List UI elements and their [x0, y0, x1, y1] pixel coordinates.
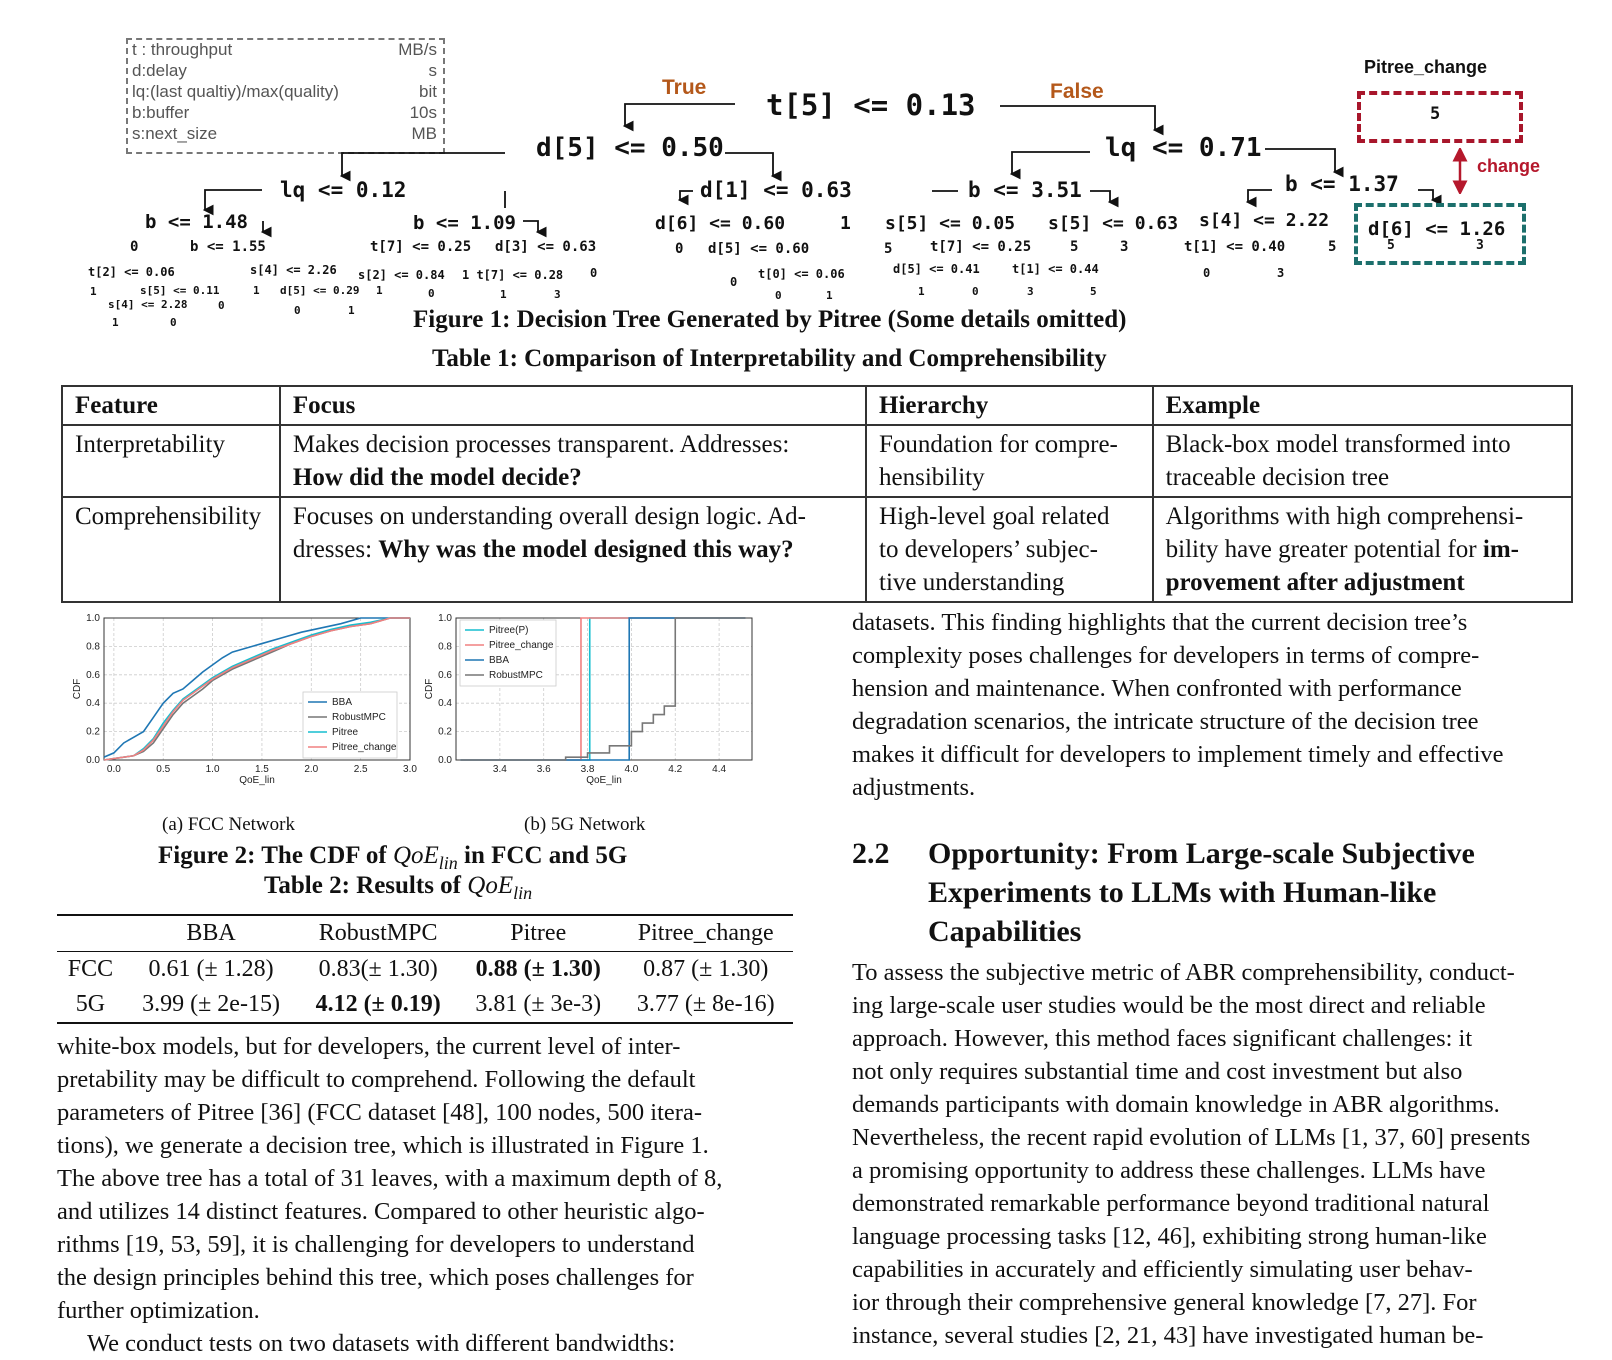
tree-node: d[5] <= 0.29: [280, 284, 360, 297]
cell-bold-text: im-: [1482, 536, 1519, 563]
root-node: t[5] <= 0.13: [766, 88, 976, 122]
tree-leaf: 0: [775, 289, 782, 302]
pitree-change-label: Pitree_change: [1364, 57, 1488, 77]
tree-node: d[5] <= 0.50: [536, 133, 724, 163]
focus-cell: [280, 425, 866, 497]
legend-unit: MB/s: [398, 40, 437, 59]
caption-math: QoE: [467, 872, 514, 899]
legend-label: Pitree: [332, 727, 359, 738]
y-tick-label: 0.2: [86, 726, 100, 738]
tree-node: b <= 1.37: [1285, 172, 1399, 196]
text-line: The above tree has a total of 31 leaves, with a maximum depth of 8,: [57, 1165, 723, 1192]
tree-leaf: 1: [840, 213, 851, 234]
text-line: ior through their comprehensive general knowledge [7, 27]. For: [852, 1289, 1477, 1316]
cell-bold-text: provement after adjustment: [1165, 569, 1465, 596]
text-line: and utilizes 14 distinct features. Compared to other heuristic algo-: [57, 1198, 705, 1225]
caption-text: Figure 2: The CDF of: [158, 842, 393, 869]
tree-leaf: 1: [253, 284, 260, 297]
section-title-line: Opportunity: From Large-scale Subjective: [928, 837, 1475, 870]
cell-text-line: [1166, 533, 1559, 566]
tree-leaf: 0: [294, 304, 301, 317]
tree-leaf: 1: [918, 285, 925, 298]
table-row: [57, 952, 793, 988]
table-cell: 0.61 (± 1.28): [148, 956, 274, 982]
tree-leaf: 0: [428, 287, 435, 300]
legend-key: s:next_size: [132, 124, 218, 143]
tree-node: d[5] <= 0.41: [893, 262, 980, 276]
text-line: complexity poses challenges for developers in terms of compre-: [852, 642, 1480, 669]
y-axis-label: CDF: [72, 678, 83, 700]
caption-math: QoE: [392, 842, 439, 869]
y-tick-label: 1.0: [438, 613, 452, 624]
x-tick-label: 4.2: [668, 764, 683, 775]
figure-1: [0, 0, 1612, 333]
cdf-chart-fcc: [68, 612, 418, 802]
cell-text: Black-box model transformed into: [1165, 431, 1511, 458]
text-line: demonstrated remarkable performance beyond traditional natural: [852, 1190, 1490, 1217]
x-axis-label: QoE_lin: [586, 775, 622, 786]
figure-1-caption: Figure 1: Decision Tree Generated by Pitree (Some details omitted): [413, 306, 1127, 333]
table-row: [62, 497, 1572, 602]
cell-text-line: [293, 533, 853, 566]
cell-text: to developers’ subjec-: [879, 536, 1098, 563]
table-cell: 3.99 (± 2e-15): [124, 987, 298, 1023]
tree-leaf: 5: [1090, 285, 1097, 298]
subfigure-a-caption: (a) FCC Network: [162, 814, 295, 835]
legend-label: BBA: [332, 697, 353, 708]
table-header-row: [57, 915, 793, 952]
feature-cell: Interpretability: [62, 425, 280, 497]
x-tick-label: 2.5: [353, 764, 368, 775]
tree-leaf: 1: [376, 284, 383, 297]
y-tick-label: 0.6: [86, 669, 100, 681]
y-tick-label: 0.8: [438, 641, 452, 653]
legend-label: RobustMPC: [489, 670, 543, 681]
true-branch-label: True: [662, 76, 707, 99]
y-tick-label: 0.0: [86, 755, 100, 766]
false-branch-label: False: [1050, 80, 1104, 103]
focus-cell: [280, 497, 866, 602]
tree-leaf: 0: [590, 266, 598, 280]
text-line: instance, several studies [2, 21, 43] have investigated human be-: [852, 1322, 1484, 1349]
tree-node: b <= 1.48: [145, 211, 248, 233]
text-line: further optimization.: [57, 1297, 260, 1324]
table-cell-best: 4.12 (± 0.19): [298, 987, 458, 1023]
legend-key: b:buffer: [132, 103, 190, 122]
tree-leaf: 0: [170, 316, 177, 329]
text-line: adjustments.: [852, 774, 976, 801]
caption-text: Table 2: Results of: [264, 872, 468, 899]
legend-key: t : throughput: [132, 40, 233, 59]
cell-text: Focuses on understanding overall design logic. Ad-: [292, 503, 807, 530]
tree-node: s[5] <= 0.11: [140, 284, 220, 297]
text-line: language processing tasks [12, 46], exhibiting strong human-like: [852, 1223, 1487, 1250]
tree-leaf: 0: [218, 299, 225, 312]
section-title-line: Capabilities: [928, 915, 1082, 948]
changed-leaf: 5: [1430, 104, 1441, 124]
column-header: BBA: [124, 915, 298, 952]
tree-node: s[4] <= 2.28: [108, 298, 188, 311]
table-2-caption: [264, 872, 532, 904]
tree-leaf: 3: [554, 288, 561, 301]
tree-node: b <= 1.09: [413, 212, 516, 234]
hierarchy-cell: [866, 497, 1153, 602]
tree-node: d[6] <= 1.26: [1368, 218, 1506, 240]
change-arrow: [1450, 148, 1470, 194]
subfigure-b-caption: (b) 5G Network: [524, 814, 646, 835]
tree-leaf: 1: [500, 288, 507, 301]
y-tick-label: 0.4: [86, 698, 100, 710]
cell-bold-text: How did the model decide?: [292, 464, 582, 491]
tree-node: d[5] <= 0.60: [708, 241, 810, 257]
tree-node: s[4] <= 2.26: [250, 263, 337, 277]
tree-leaf: 0: [130, 239, 139, 255]
cell-text: hensibility: [879, 464, 985, 491]
column-header: Focus: [280, 386, 866, 425]
x-tick-label: 3.8: [580, 764, 595, 775]
tree-leaf: 1: [112, 316, 119, 329]
table-row: [57, 987, 793, 1023]
table-cell: 3.81 (± 3e-3): [458, 987, 618, 1023]
example-cell: [1153, 497, 1572, 602]
text-line: approach. However, this method faces significant challenges: it: [852, 1025, 1473, 1052]
tree-leaf: 5: [1070, 239, 1079, 255]
tree-leaf: 0: [1203, 266, 1211, 280]
tree-node: b <= 3.51: [968, 178, 1082, 202]
legend-unit: bit: [419, 82, 437, 101]
text-line: ing large-scale user studies would be the most direct and reliable: [852, 992, 1486, 1019]
tree-node: lq <= 0.71: [1105, 133, 1262, 163]
text-line: tions), we generate a decision tree, which is illustrated in Figure 1.: [57, 1132, 709, 1159]
tree-leaf: 3: [1476, 238, 1484, 253]
tree-leaf: 0: [730, 275, 738, 289]
y-axis-label: CDF: [424, 678, 435, 700]
legend-label: Pitree_change: [489, 640, 554, 651]
tree-node: t[7] <= 0.25: [370, 239, 472, 255]
chart-legend: [460, 620, 556, 686]
x-tick-label: 1.5: [254, 764, 269, 775]
legend-unit: 10s: [409, 103, 437, 122]
text-line: datasets. This finding highlights that the current decision tree’s: [852, 609, 1468, 636]
tree-node: d[1] <= 0.63: [700, 178, 852, 202]
x-tick-label: 0.0: [106, 764, 121, 775]
table-cell: 0.87 (± 1.30): [643, 956, 769, 982]
y-tick-label: 0.8: [86, 641, 100, 653]
text-line: pretability may be difficult to comprehend. Following the default: [57, 1066, 696, 1093]
tree-node: t[2] <= 0.06: [88, 265, 175, 279]
example-cell: [1153, 425, 1572, 497]
tree-leaf: 5: [884, 241, 893, 257]
text-line: hension and maintenance. When confronted with performance: [852, 675, 1462, 702]
tree-leaf: 0: [972, 285, 979, 298]
chart-legend: [303, 692, 397, 758]
cell-text: High-level goal related: [879, 503, 1110, 530]
cell-text: Algorithms with high comprehensi-: [1165, 503, 1524, 530]
text-line: degradation scenarios, the intricate structure of the decision tree: [852, 708, 1479, 735]
text-line: demands participants with domain knowledge in ABR algorithms.: [852, 1091, 1500, 1118]
y-tick-label: 1.0: [86, 613, 100, 624]
tree-node: t[0] <= 0.06: [758, 267, 845, 281]
text-line: white-box models, but for developers, the current level of inter-: [57, 1033, 681, 1060]
x-tick-label: 2.0: [304, 764, 319, 775]
feature-cell: Comprehensibility: [62, 497, 280, 602]
section-number: 2.2: [852, 837, 890, 870]
caption-math-sub: lin: [513, 883, 533, 903]
section-title-line: Experiments to LLMs with Human-like: [928, 876, 1437, 909]
change-label: change: [1477, 156, 1541, 176]
caption-math-sub: lin: [438, 853, 458, 873]
text-line: We conduct tests on two datasets with different bandwidths:: [87, 1330, 676, 1357]
x-tick-label: 1.0: [205, 764, 220, 775]
text-line: parameters of Pitree [36] (FCC dataset [48], 100 nodes, 500 itera-: [57, 1099, 702, 1126]
text-line: Nevertheless, the recent rapid evolution of LLMs [1, 37, 60] presents: [852, 1124, 1531, 1151]
x-tick-label: 3.4: [492, 764, 507, 775]
right-column-text-bottom: [852, 956, 1574, 1352]
cell-bold-text: Why was the model designed this way?: [378, 536, 794, 563]
tree-leaf: 3: [1277, 266, 1285, 280]
legend-label: BBA: [489, 655, 510, 666]
tree-leaf: 1: [348, 304, 355, 317]
cell-text: traceable decision tree: [1165, 464, 1390, 491]
table-cell: 0.83(± 1.30): [318, 956, 438, 982]
hierarchy-cell: [866, 425, 1153, 497]
tree-node: lq <= 0.12: [280, 178, 407, 202]
legend-label: RobustMPC: [332, 712, 386, 723]
table-2: [57, 914, 793, 1024]
x-tick-label: 4.4: [712, 764, 727, 775]
cell-text: tive understanding: [879, 569, 1065, 596]
column-header: Pitree_change: [618, 915, 793, 952]
y-tick-label: 0.4: [438, 698, 452, 710]
x-tick-label: 3.0: [403, 764, 417, 775]
x-tick-label: 0.5: [156, 764, 171, 775]
table-1-caption: Table 1: Comparison of Interpretability and Comprehensibility: [432, 345, 1107, 372]
table-1: [61, 385, 1573, 603]
text-line: makes it difficult for developers to implement timely and effective: [852, 741, 1504, 768]
tree-node: t[1] <= 0.44: [1012, 262, 1099, 276]
tree-node: s[5] <= 0.05: [885, 213, 1016, 234]
left-column-text: [57, 1030, 787, 1360]
tree-node: s[2] <= 0.84: [358, 268, 445, 282]
column-header: RobustMPC: [298, 915, 458, 952]
legend-unit: MB: [411, 124, 437, 143]
caption-text: in FCC and 5G: [457, 842, 628, 869]
tree-leaf: 3: [1027, 285, 1034, 298]
text-line: rithms [19, 53, 59], it is challenging for developers to understand: [57, 1231, 695, 1258]
figure-2-caption: [158, 842, 627, 874]
tree-leaf: 0: [675, 241, 684, 257]
text-line: not only requires substantial time and cost investment but also: [852, 1058, 1463, 1085]
tree-node: d[3] <= 0.63: [495, 239, 597, 255]
text-line: To assess the subjective metric of ABR comprehensibility, conduct-: [852, 959, 1515, 986]
table-row: [62, 425, 1572, 497]
row-label: 5G: [57, 987, 124, 1023]
tree-node: t[1] <= 0.40: [1184, 239, 1286, 255]
right-column-text-top: [852, 606, 1574, 804]
table-header-row: [62, 386, 1572, 425]
y-tick-label: 0.0: [438, 755, 452, 766]
text-line: the design principles behind this tree, which poses challenges for: [57, 1264, 694, 1291]
x-axis-label: QoE_lin: [239, 775, 275, 786]
tree-leaf: 5: [1328, 239, 1337, 255]
cell-text: dresses:: [292, 536, 379, 563]
column-header: Example: [1153, 386, 1572, 425]
tree-leaf: 1: [826, 289, 833, 302]
text-line: capabilities in accurately and efficiently simulating user behav-: [852, 1256, 1473, 1283]
cell-text: Makes decision processes transparent. Addresses:: [292, 431, 790, 458]
cell-text: bility have greater potential for: [1165, 536, 1483, 563]
table-cell: 3.77 (± 8e-16): [618, 987, 793, 1023]
cdf-chart-5g: [420, 612, 760, 802]
tree-node: d[6] <= 0.60: [655, 213, 786, 234]
section-title: [928, 834, 1475, 951]
legend-label: Pitree(P): [489, 625, 529, 636]
cell-text: Foundation for compre-: [879, 431, 1118, 458]
tree-leaf: 3: [1120, 239, 1129, 255]
text-line: a promising opportunity to address these challenges. LLMs have: [852, 1157, 1486, 1184]
table-cell-best: 0.88 (± 1.30): [475, 956, 601, 982]
tree-leaf: 1: [90, 285, 97, 298]
column-header: Hierarchy: [866, 386, 1153, 425]
tree-node: s[5] <= 0.63: [1048, 213, 1179, 234]
tree-leaf: 5: [1387, 238, 1395, 253]
legend-label: Pitree_change: [332, 742, 397, 753]
row-label: FCC: [67, 956, 114, 982]
y-tick-label: 0.6: [438, 669, 452, 681]
tree-node: 1 t[7] <= 0.28: [462, 268, 564, 282]
tree-node: b <= 1.55: [190, 239, 266, 255]
y-tick-label: 0.2: [438, 726, 452, 738]
column-header: Pitree: [458, 915, 618, 952]
legend-unit: s: [428, 61, 437, 80]
tree-node: s[4] <= 2.22: [1199, 210, 1330, 231]
legend-key: lq:(last qualtiy)/max(quality): [132, 82, 339, 101]
column-header: Feature: [62, 386, 280, 425]
x-tick-label: 3.6: [536, 764, 551, 775]
column-header: [57, 915, 124, 952]
tree-node: t[7] <= 0.25: [930, 239, 1032, 255]
legend-key: d:delay: [132, 61, 187, 80]
x-tick-label: 4.0: [624, 764, 639, 775]
